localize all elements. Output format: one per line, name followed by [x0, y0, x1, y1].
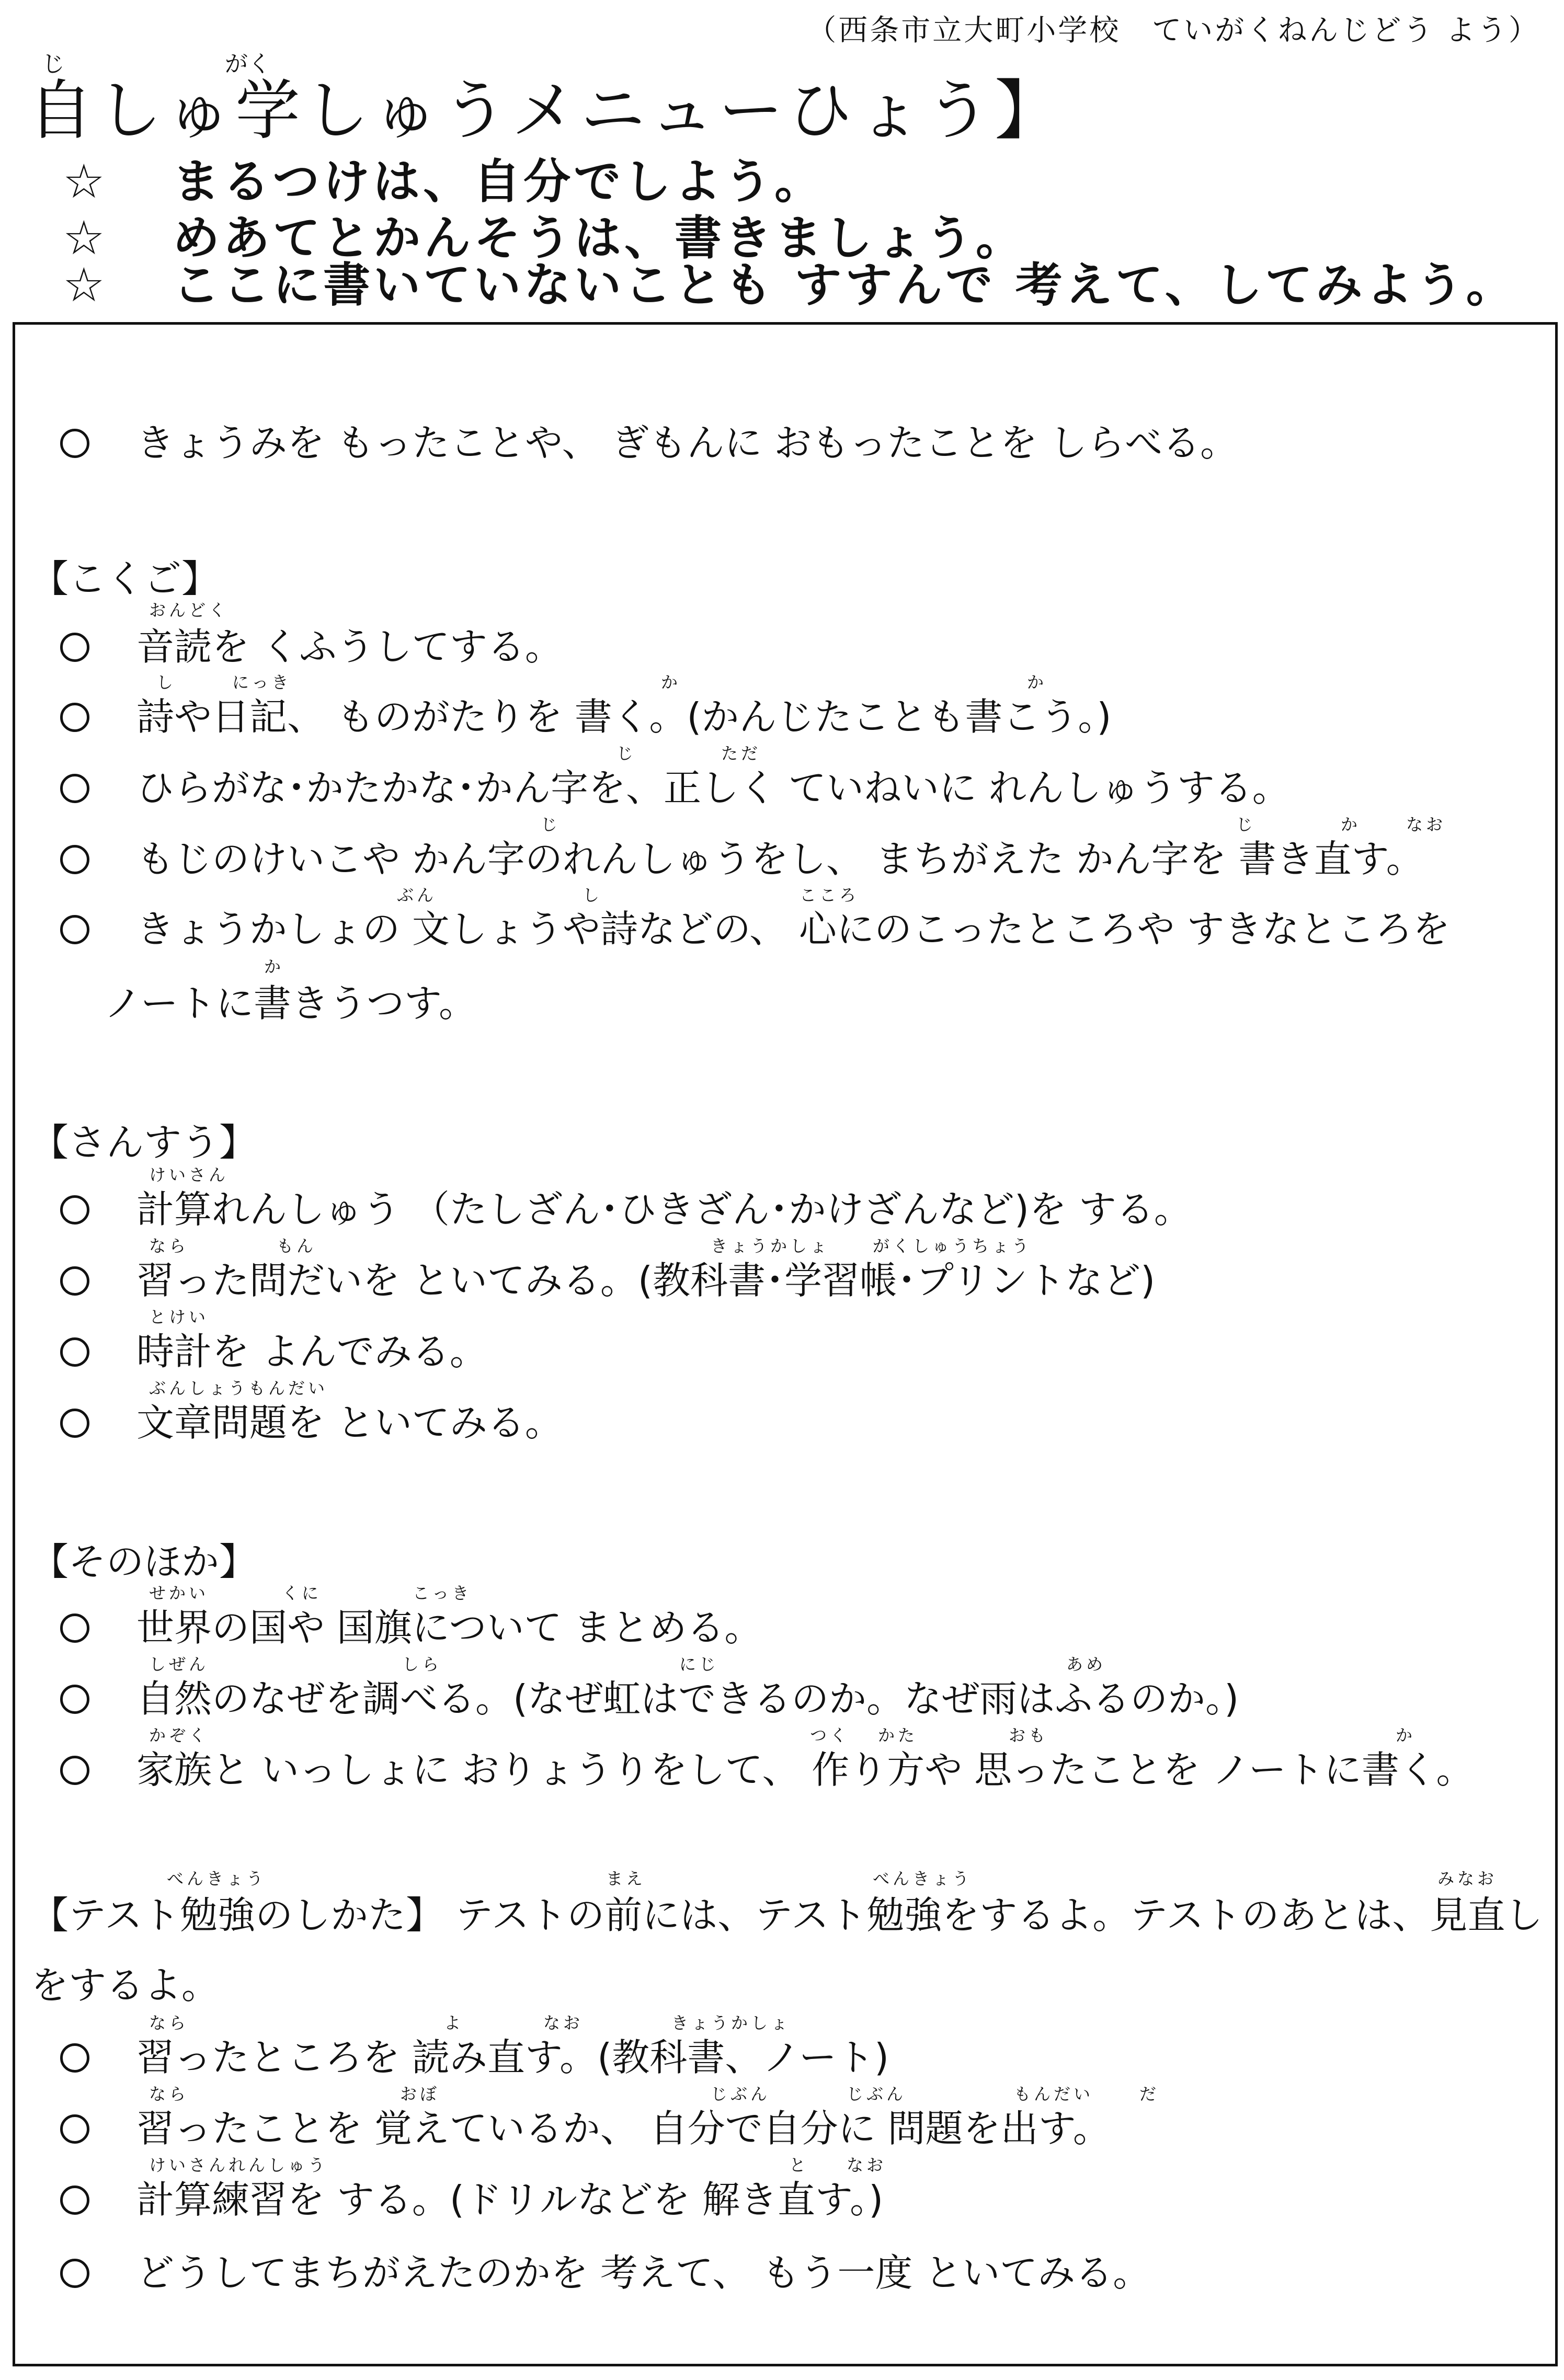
star-icon: ☆	[63, 211, 108, 266]
ruby-line: おんどく	[149, 600, 229, 620]
circle-icon	[60, 1409, 89, 1438]
circle-icon	[60, 915, 89, 944]
school-note: （西条市立大町小学校 ていがくねんじどう よう）	[807, 14, 1540, 48]
list-item: もじのけいこや かん字のれんしゅうをし、 まちがえた かん字を 書き直す。	[60, 840, 1424, 878]
list-item: きょうみを もったことや、 ぎもんに おもったことを しらべる。	[60, 424, 1238, 462]
ruby-line: なら よ なお きょうかしょ	[149, 2013, 791, 2033]
list-item: 習ったところを 読み直す。(教科書、ノート)	[60, 2039, 889, 2076]
star-icon: ☆	[63, 154, 108, 209]
rule-line-2	[63, 210, 1026, 266]
circle-icon	[60, 1337, 89, 1367]
circle-icon	[60, 633, 89, 662]
ruby-line: しぜん しら にじ あめ	[149, 1654, 1106, 1674]
menu-box	[13, 322, 1558, 2366]
circle-icon	[60, 774, 89, 803]
ruby-line: けいさん	[149, 1165, 229, 1185]
circle-icon	[60, 2259, 89, 2288]
circle-icon	[60, 1685, 89, 1714]
ruby-line: なら もん きょうかしょ がくしゅうちょう	[149, 1236, 1032, 1256]
list-item: 時計を よんでみる。	[60, 1333, 487, 1370]
list-item: 計算れんしゅう （たしざん･ひきざん･かけざんなど)を する。	[60, 1191, 1192, 1228]
circle-icon	[60, 429, 89, 458]
list-item-continuation: ノートに書きうつす。	[104, 981, 477, 1025]
ruby-line: とけい	[149, 1307, 209, 1327]
section-heading-kokugo: 【こくご】	[31, 557, 220, 601]
list-item: 家族と いっしょに おりょうりをして、 作り方や 思ったことを ノートに書く。	[60, 1751, 1474, 1789]
circle-icon	[60, 1195, 89, 1225]
page-title: 自しゅ学しゅうメニューひょう】	[28, 73, 1064, 148]
circle-icon	[60, 1614, 89, 1643]
circle-icon	[60, 703, 89, 732]
circle-icon	[60, 845, 89, 874]
list-item: 文章問題を といてみる。	[60, 1404, 563, 1441]
list-item: 世界の国や 国旗について まとめる。	[60, 1609, 762, 1646]
list-item: 習った問だいを といてみる。(教科書･学習帳･プリントなど)	[60, 1262, 1155, 1299]
section-heading-test: 【テスト勉強のしかた】 テストの前には、テスト勉強をするよ。テストのあとは、見直し	[31, 1893, 1543, 1937]
ruby-line: ぶんしょうもんだい	[149, 1378, 328, 1398]
list-item: きょうかしょの 文しょうや詩などの、 心にのこったところや すきなところを	[60, 910, 1450, 948]
circle-icon	[60, 2186, 89, 2215]
ruby-line: じ ただ	[617, 743, 761, 763]
rule-text: まるつけは、自分でしよう。	[173, 154, 825, 209]
title-ruby	[0, 45, 1564, 76]
section-heading-sansu: 【さんすう】	[31, 1120, 257, 1164]
list-item: どうしてまちがえたのかを 考えて、 もう一度 といてみる。	[60, 2254, 1150, 2292]
rule-line-3	[63, 257, 1516, 313]
ruby-line: なら おぼ じぶん じぶん もんだい だ	[149, 2084, 1160, 2104]
ruby-line: せかい くに こっき	[149, 1583, 472, 1603]
rule-text: ここに書いていないことも すすんで 考えて、してみよう。	[173, 257, 1516, 313]
ruby-line: けいさんれんしゅう と なお	[149, 2155, 887, 2175]
ruby-line: か	[264, 957, 284, 977]
ruby-line: かぞく つく かた おも か	[149, 1725, 1416, 1745]
section-heading-sonohoka: 【そのほか】	[31, 1540, 257, 1584]
list-item: 詩や日記、 ものがたりを 書く。(かんじたことも書こう。)	[60, 698, 1112, 736]
circle-icon	[60, 1756, 89, 1785]
ruby-line: べんきょう まえ べんきょう みなお	[167, 1869, 1498, 1889]
list-item: 習ったことを 覚えているか、 自分で自分に 問題を出す。	[60, 2110, 1111, 2147]
title-ruby-gaku: がく	[225, 51, 271, 77]
rule-line-1	[63, 154, 825, 209]
circle-icon	[60, 1266, 89, 1296]
ruby-line: し にっき か か	[156, 672, 1047, 692]
list-item: 計算練習を する。(ドリルなどを 解き直す。)	[60, 2181, 883, 2218]
rule-text: めあてとかんそうは、書きましょう。	[173, 210, 1026, 266]
list-item: 音読を くふうしてする。	[60, 628, 563, 666]
ruby-line: ぶん し こころ	[397, 885, 860, 905]
circle-icon	[60, 2114, 89, 2144]
section-heading-test-continuation: をするよ。	[31, 1963, 220, 2007]
list-item: ひらがな･かたかな･かん字を、正しく ていねいに れんしゅうする。	[60, 769, 1290, 807]
circle-icon	[60, 2043, 89, 2073]
list-item: 自然のなぜを調べる。(なぜ虹はできるのか。なぜ雨はふるのか。)	[60, 1680, 1239, 1718]
ruby-line: じ じ か なお	[541, 815, 1446, 834]
title-ruby-ji: じ	[42, 51, 65, 77]
star-icon: ☆	[63, 258, 108, 313]
